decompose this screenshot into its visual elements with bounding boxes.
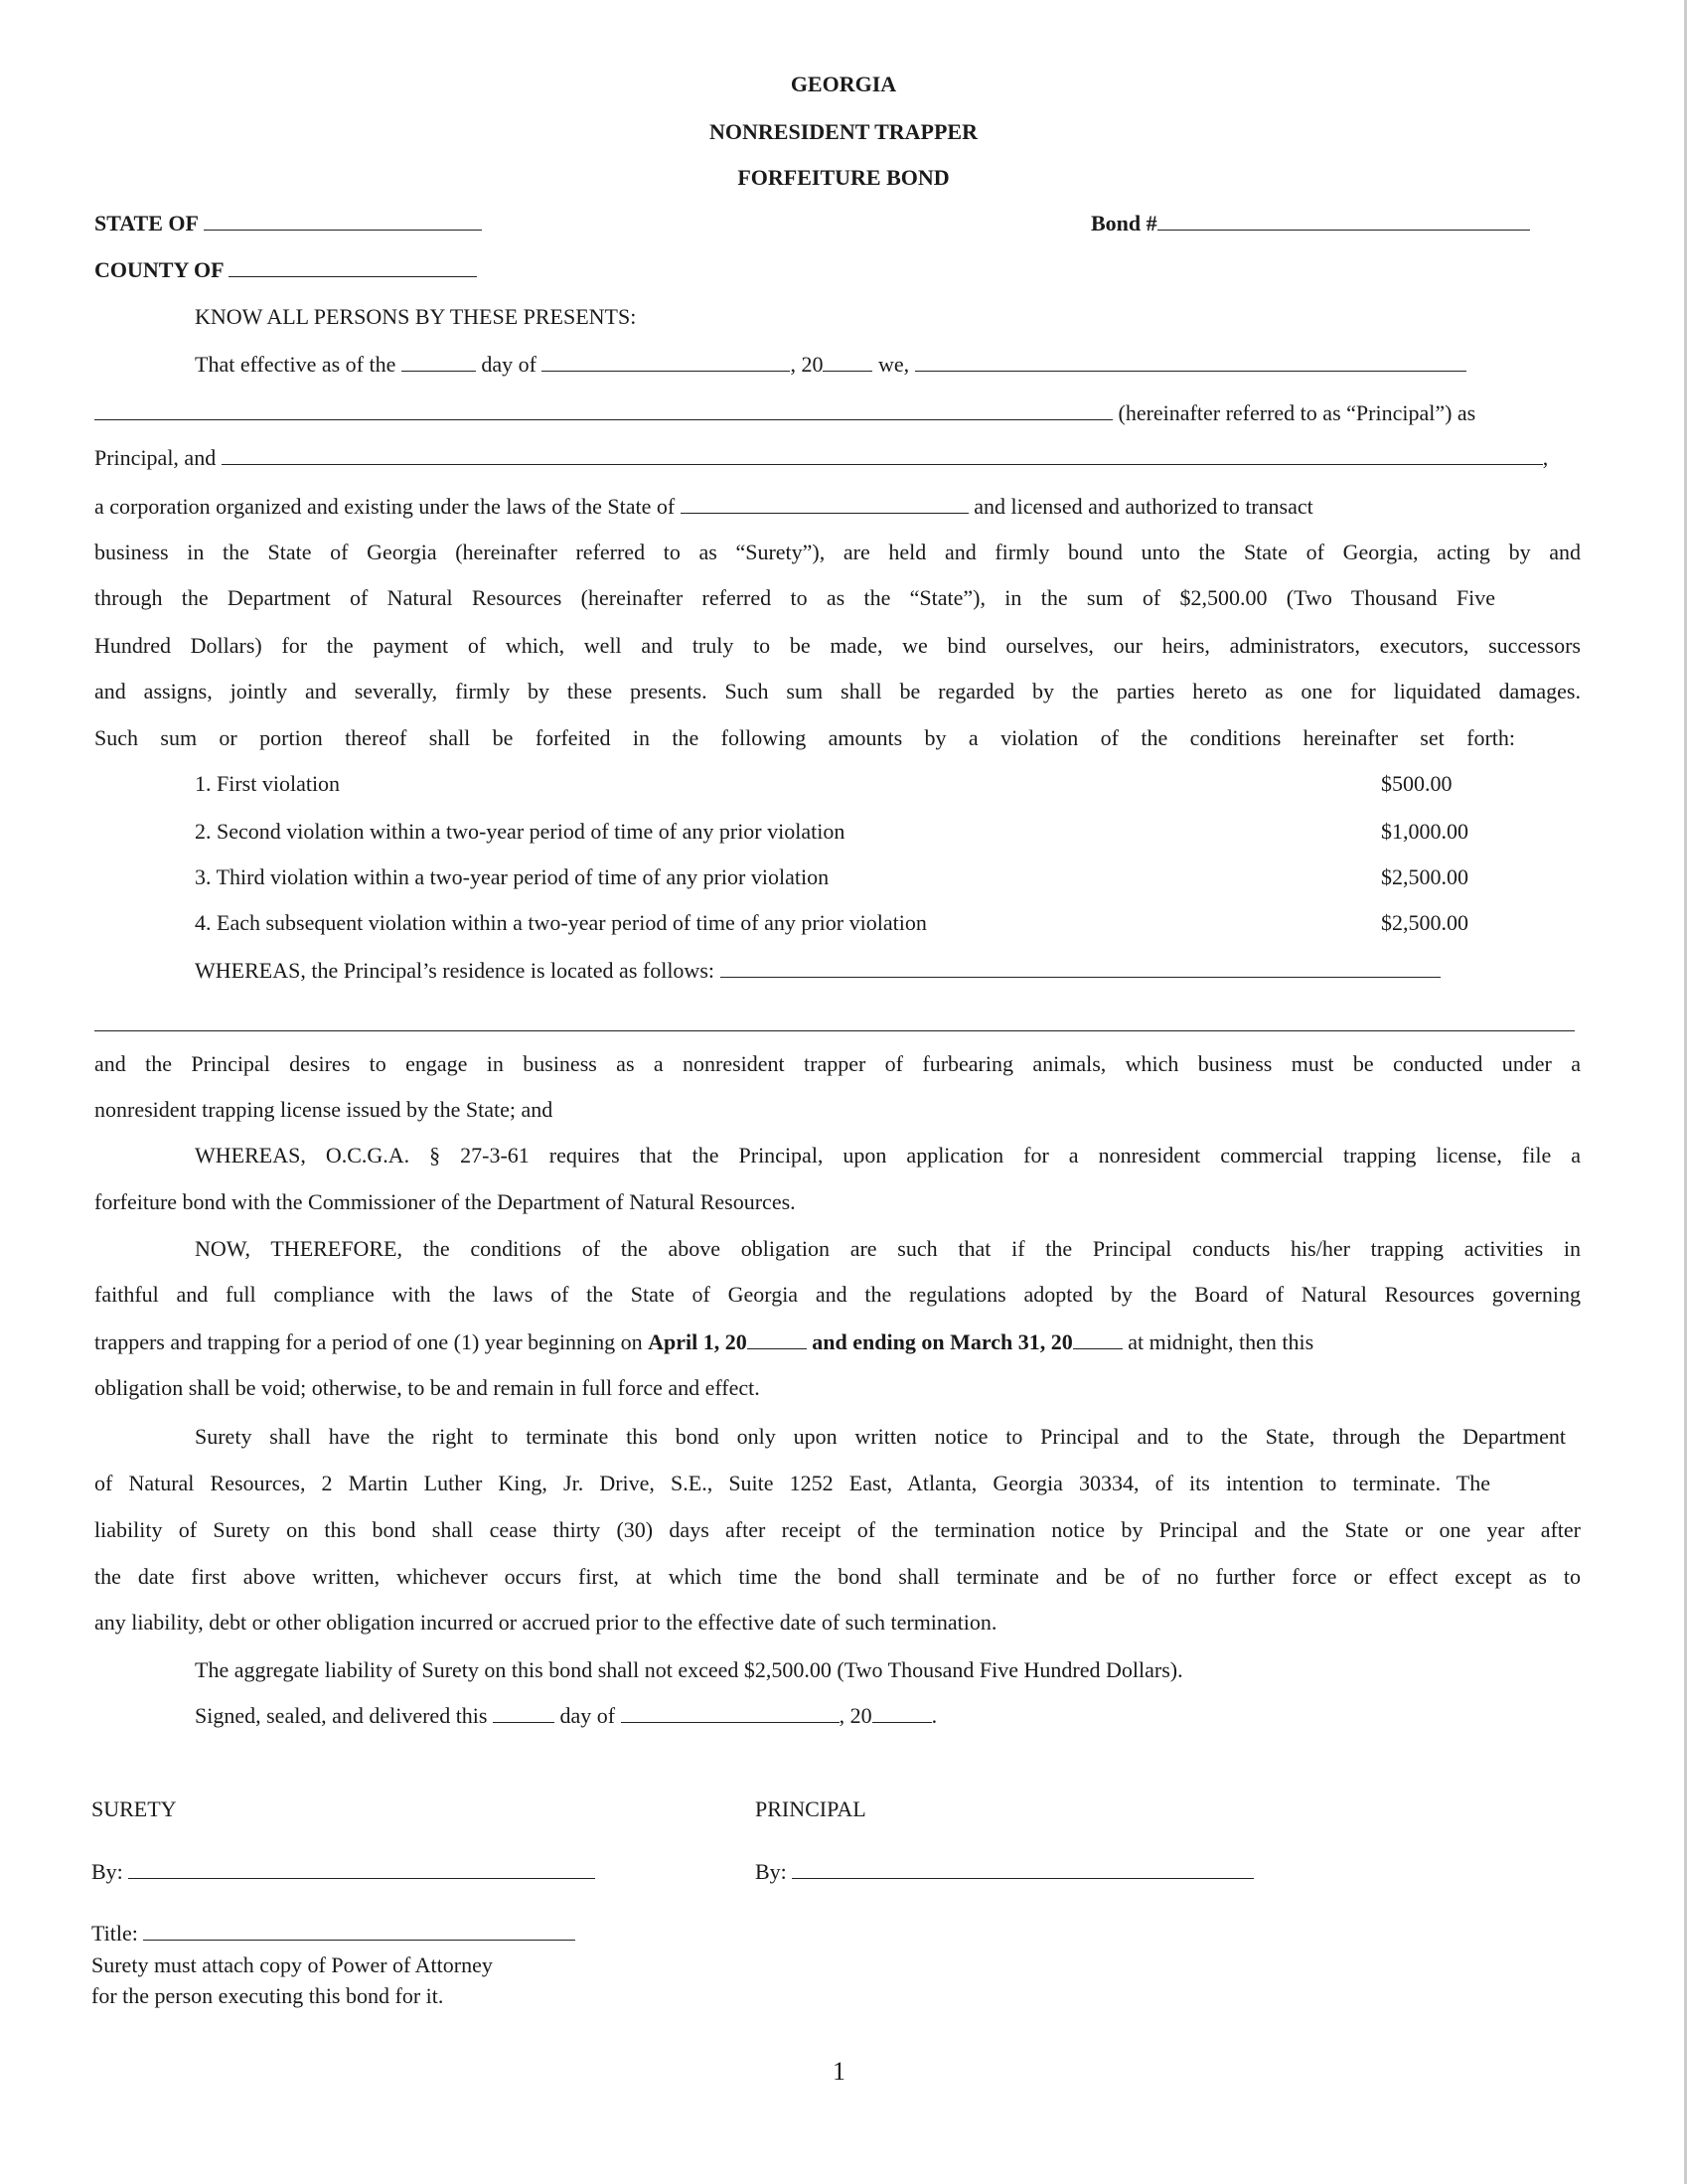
aggregate-line: The aggregate liability of Surety on this bond shall not exceed $2,500.00 (Two Thousand Five Hundred Dollars). (195, 1657, 1183, 1682)
text: , 20 (790, 352, 824, 377)
para-line: and assigns, jointly and severally, firmly by these presents. Such sum shall be regarded by the parties hereto as one for liquidated damages. (94, 679, 1581, 703)
text: we, (877, 352, 910, 377)
residence-field-2[interactable] (94, 1011, 1575, 1031)
text: day of (559, 1703, 616, 1728)
surety-signature-field[interactable] (128, 1858, 595, 1879)
para-line: liability of Surety on this bond shall cease thirty (30) days after receipt of the termination notice by Principal and the State or one year after (94, 1517, 1581, 1542)
para-line: forfeiture bond with the Commissioner of the Department of Natural Resources. (94, 1189, 796, 1214)
note-line: Surety must attach copy of Power of Attorney (91, 1952, 493, 1977)
note-line: for the person executing this bond for it. (91, 1983, 444, 2008)
county-of-field[interactable] (229, 256, 477, 277)
residence-row-2 (94, 1010, 1581, 1039)
effective-year-field[interactable] (823, 351, 872, 372)
county-of-label: COUNTY OF (94, 257, 224, 282)
para-line: through the Department of Natural Resources (hereinafter referred to as the “State”), in the sum of $2,500.00 (Two Thousand Five (94, 585, 1495, 610)
para-line: any liability, debt or other obligation incurred or accrued prior to the effective date of such termination. (94, 1610, 997, 1635)
surety-name-row: Principal, and , (94, 445, 1549, 470)
text: Title: (91, 1921, 138, 1946)
violation-row (94, 769, 1681, 799)
effective-month-field[interactable] (541, 351, 790, 372)
end-year-field[interactable] (1073, 1328, 1123, 1349)
residence-row (94, 956, 1681, 986)
violation-label: 3. Third violation within a two-year period of time of any prior violation (195, 864, 830, 889)
bond-number-row (1091, 209, 1588, 238)
text: day of (481, 352, 537, 377)
text: By: (755, 1859, 787, 1884)
principal-name-field[interactable] (915, 351, 1466, 372)
para-line: obligation shall be void; otherwise, to be and remain in full force and effect. (94, 1375, 760, 1400)
bond-number-field[interactable] (1157, 210, 1530, 231)
text: at midnight, then this (1128, 1329, 1314, 1354)
para-line: NOW, THEREFORE, the conditions of the above obligation are such that if the Principal conducts his/her trapping activities in (195, 1236, 1581, 1261)
principal-heading: PRINCIPAL (755, 1796, 866, 1821)
para-line: Surety shall have the right to terminate this bond only upon written notice to Principal and to the State, through the Department (195, 1424, 1566, 1449)
text: , 20 (839, 1703, 872, 1728)
surety-title-field[interactable] (143, 1920, 575, 1941)
para-line: Such sum or portion thereof shall be forfeited in the following amounts by a violation of the conditions hereinafter set forth: (94, 725, 1515, 750)
violation-amount: $500.00 (1381, 771, 1453, 796)
principal-ref-row (94, 398, 1581, 428)
text: and ending on March 31, 20 (812, 1329, 1073, 1354)
principal-name-field-2[interactable] (94, 399, 1113, 420)
text: . (931, 1703, 938, 1728)
residence-field[interactable] (720, 957, 1441, 978)
surety-state-field[interactable] (681, 493, 969, 514)
principal-signature-field[interactable] (792, 1858, 1254, 1879)
para-line: nonresident trapping license issued by the State; and (94, 1097, 553, 1122)
text: Principal, and (94, 445, 217, 470)
text: April 1, 20 (648, 1329, 747, 1354)
title-state: GEORGIA (790, 72, 897, 96)
para-line: Hundred Dollars) for the payment of which, well and truly to be made, we bind ourselves, our heirs, administrators, executors, successors (94, 633, 1581, 658)
violation-row (94, 817, 1681, 847)
violation-label: 2. Second violation within a two-year period of time of any prior violation (195, 819, 845, 844)
signed-day-field[interactable] (493, 1702, 554, 1723)
violation-row (94, 908, 1681, 938)
surety-name-field[interactable] (222, 444, 1543, 465)
text: (hereinafter referred to as “Principal”) as (1118, 400, 1476, 425)
violation-amount: $2,500.00 (1381, 910, 1468, 935)
surety-heading: SURETY (91, 1796, 177, 1821)
title-doc: FORFEITURE BOND (737, 165, 950, 190)
signed-row (94, 1701, 1681, 1731)
text: By: (91, 1859, 123, 1884)
text: a corporation organized and existing under the laws of the State of (94, 494, 676, 519)
text: WHEREAS, the Principal’s residence is located as follows: (195, 958, 714, 983)
bond-number-label: Bond # (1091, 211, 1157, 235)
violation-amount: $1,000.00 (1381, 819, 1468, 844)
signed-year-field[interactable] (872, 1702, 932, 1723)
effective-row (94, 350, 1663, 380)
state-of-field[interactable] (204, 210, 482, 231)
violation-label: 4. Each subsequent violation within a two-year period of time of any prior violation (195, 910, 927, 935)
para-line: and the Principal desires to engage in business as a nonresident trapper of furbearing animals, which business must be conducted under a (94, 1051, 1581, 1076)
effective-day-field[interactable] (401, 351, 476, 372)
state-of-label: STATE OF (94, 211, 199, 235)
violation-row (94, 862, 1681, 892)
para-line: business in the State of Georgia (hereinafter referred to as “Surety”), are held and firmly bound unto the State of Georgia, acting by and (94, 540, 1581, 564)
text: That effective as of the (195, 352, 396, 377)
para-line: faithful and full compliance with the laws of the State of Georgia and the regulations adopted by the Board of Natural Resources governing (94, 1282, 1581, 1307)
violation-label: 1. First violation (195, 771, 341, 796)
county-of-row (94, 255, 1581, 285)
para-line: WHEREAS, O.C.G.A. § 27-3-61 requires that the Principal, upon application for a nonresident commercial trapping license, file a (195, 1143, 1581, 1168)
text: trappers and trapping for a period of one (1) year beginning on (94, 1329, 643, 1354)
period-row (94, 1327, 1581, 1357)
text: Signed, sealed, and delivered this (195, 1703, 488, 1728)
para-line: the date first above written, whichever occurs first, at which time the bond shall terminate and be of no further force or effect except as to (94, 1564, 1581, 1589)
violation-amount: $2,500.00 (1381, 864, 1468, 889)
text: and licensed and authorized to transact (974, 494, 1313, 519)
know-all: KNOW ALL PERSONS BY THESE PRESENTS: (195, 304, 637, 329)
title-type: NONRESIDENT TRAPPER (709, 119, 978, 144)
para-line: of Natural Resources, 2 Martin Luther King, Jr. Drive, S.E., Suite 1252 East, Atlanta, Georgia 30334, of its intention to terminate. The (94, 1471, 1490, 1495)
start-year-field[interactable] (747, 1328, 807, 1349)
page-number: 1 (833, 2057, 845, 2086)
corp-row (94, 492, 1581, 522)
signed-month-field[interactable] (621, 1702, 840, 1723)
principal-by-row (755, 1857, 1687, 1887)
surety-title-row (91, 1919, 1578, 1949)
